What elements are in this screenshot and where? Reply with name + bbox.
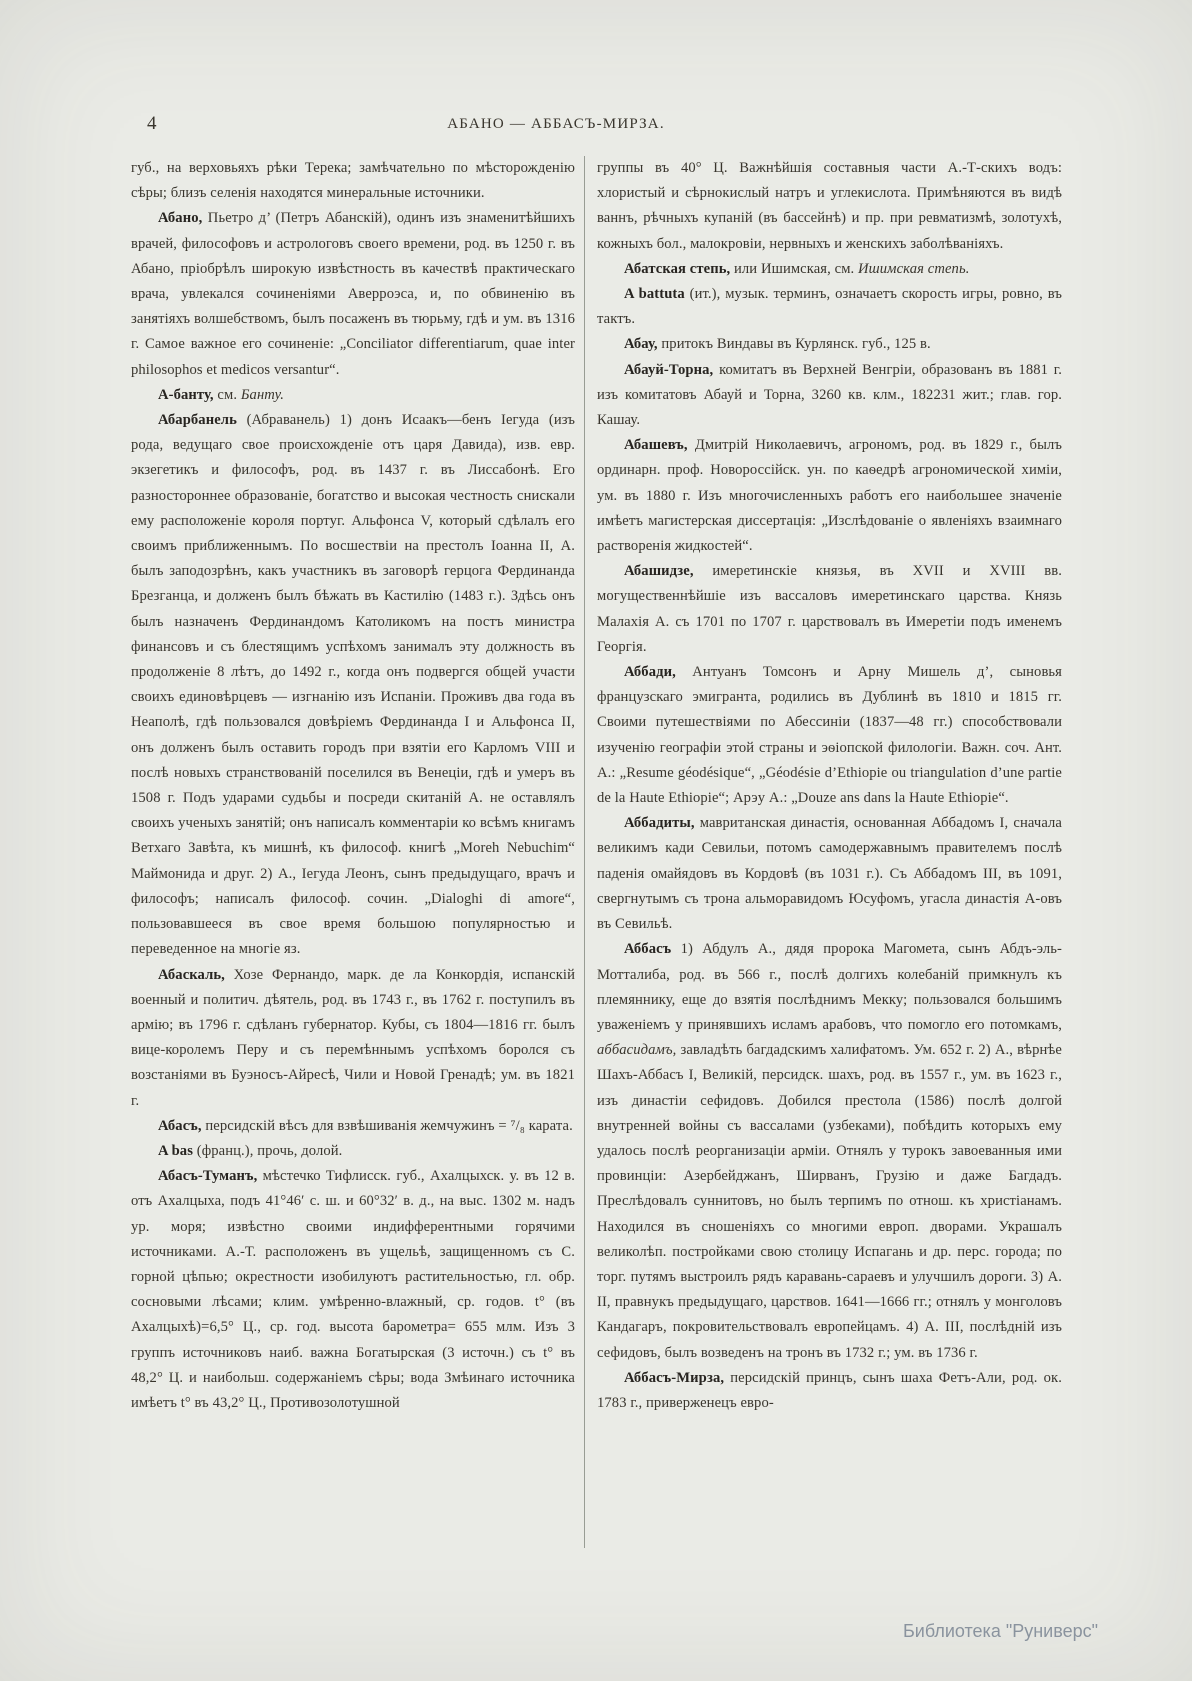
entry-text: (ит.), музык. терминъ, означаетъ скорость игры, ровно, въ тактъ.: [597, 286, 1062, 328]
entry-headword: Аббади,: [624, 664, 676, 681]
dictionary-entry: [597, 937, 1062, 1365]
entry-text: Дмитрій Николаевичъ, агрономъ, род. въ 1829 г., былъ ординарн. проф. Новороссійск. ун. по каѳедрѣ агрономической химіи, ум. въ 1880 г. Изъ многочисленныхъ работъ его наибольшее значеніе имѣетъ магистерская диссертація: „Изслѣдованіе о явленіяхъ взаимнаго растворенія жидкостей“.: [597, 437, 1062, 555]
entry-text: имеретинскіе князья, въ XVII и XVIII вв. могущественнѣйшіе изъ вассаловъ имеретинскаго царства. Князь Малахія А. съ 1701 по 1707 г. царствовалъ въ Имеретіи подъ именемъ Георгія.: [597, 563, 1062, 655]
entry-reference: аббасидамъ,: [597, 1042, 677, 1059]
entry-headword: Абауй-Торна,: [624, 361, 714, 378]
entry-headword: A bas: [158, 1142, 193, 1159]
entry-text: группы въ 40° Ц. Важнѣйшія составныя части А.-Т-скихъ водъ: хлористый и сѣрнокислый натръ и углекислота. Примѣняются въ видѣ ваннъ, рѣчныхъ купаній (въ бассейнѣ) и пр. при ревматизмѣ, золотухѣ, кожныхъ бол., малокровіи, нервныхъ и женскихъ заболѣваніяхъ.: [597, 160, 1062, 252]
entry-text: мѣстечко Тифлисск. губ., Ахалцыхск. у. въ 12 в. отъ Ахалцыха, подъ 41°46′ с. ш. и 60°32′ в. д., на выс. 1302 м. надъ ур. моря; извѣстно своими индифферентными горячими источниками. А.-Т. расположенъ въ ущельѣ, защищенномъ съ С. горной цѣпью; окрестности изобилуютъ растительностью, гл. обр. сосновыми лѣсами; клим. умѣренно-влажный, ср. годов. t° (въ Ахалцыхѣ)=6,5° Ц., ср. год. высота барометра= 655 млм. Изъ 3 группъ источниковъ наиб. важна Богатырская (3 источн.) съ t° въ 48,2° Ц. и наибольш. содержаніемъ сѣры; вода Змѣинаго источника имѣетъ t° въ 43,2° Ц., Противозолотушной: [131, 1168, 575, 1411]
dictionary-entry: [597, 811, 1062, 937]
dictionary-entry: [597, 660, 1062, 811]
entry-text: персидскій принцъ, сынъ шаха Фетъ-Али, род. ок. 1783 г., приверженецъ евро-: [597, 1369, 1062, 1411]
entry-text: Хозе Фернандо, марк. де ла Конкордія, испанскій военный и политич. дѣятель, род. въ 1743 г., въ 1762 г. поступилъ въ армію; въ 1796 г. сдѣланъ губернатор. Кубы, съ 1804—1816 гг. былъ вице-королемъ Перу и съ перемѣннымъ успѣхомъ боролся съ возстаніями въ Буэносъ-Айресѣ, Чили и Новой Гренадѣ; ум. въ 1821 г.: [131, 966, 575, 1109]
dictionary-entry: [597, 1366, 1062, 1416]
left-column: [131, 156, 575, 1550]
entry-headword: Абано,: [158, 210, 203, 227]
dictionary-entry: [131, 383, 575, 408]
dictionary-entry: [597, 282, 1062, 332]
entry-headword: Абарбанель: [158, 412, 237, 429]
library-watermark: Библиотека "Руниверс": [902, 1621, 1098, 1641]
entry-headword: Абаскаль,: [158, 966, 225, 983]
entry-text: 1) Абдулъ А., дядя пророка Магомета, сынъ Абдъ-эль-Мотталиба, род. въ 566 г., послѣ долгихъ колебаній примкнулъ къ племяннику, еще до взятія послѣднимъ Мекку; пользовался большимъ уваженіемъ у принявшихъ исламъ арабовъ, что помогло его потомкамъ,: [597, 941, 1062, 1033]
entry-headword: Абатская степь,: [624, 260, 731, 277]
entry-reference: Банту.: [240, 386, 284, 403]
entry-headword: Аббасъ-Мирза,: [624, 1369, 725, 1386]
entry-text: персидскій вѣсъ для взвѣшиванія жемчужинъ = ⁷/₈ карата.: [201, 1117, 573, 1134]
dictionary-entry: [597, 332, 1062, 357]
entry-headword: Абашевъ,: [624, 437, 688, 454]
entry-text: (франц.), прочь, долой.: [192, 1142, 343, 1159]
entry-reference: Ишимская степь.: [858, 260, 970, 277]
entry-text: мавританская династія, основанная Аббадомъ I, сначала великимъ кади Севильи, потомъ самодержавнымъ правителемъ послѣ паденія омайядовъ въ Кордовѣ (въ 1031 г.). Съ Аббадомъ III, въ 1091, свергнутымъ съ трона альморавидомъ Юсуфомъ, угасла династія А-овъ въ Севильѣ.: [597, 815, 1062, 933]
entry-text: губ., на верховьяхъ рѣки Терека; замѣчательно по мѣсторожденію сѣры; близъ селенія находятся минеральные источники.: [131, 160, 575, 202]
entry-headword: Аббадиты,: [624, 815, 695, 832]
right-column: [597, 156, 1062, 1550]
entry-text: комитатъ въ Верхней Венгріи, образованъ въ 1881 г. изъ комитатовъ Абауй и Торна, 3260 кв. клм., 182231 жит.; глав. гор. Кашау.: [597, 361, 1062, 429]
column-divider: [584, 156, 585, 1548]
continuation-paragraph: [597, 156, 1062, 257]
dictionary-entry: [131, 1139, 575, 1164]
dictionary-entry: [597, 257, 1062, 282]
dictionary-entry: [131, 206, 575, 382]
entry-text: см.: [213, 386, 241, 403]
dictionary-entry: [131, 1164, 575, 1416]
entry-headword: А-банту,: [158, 386, 214, 403]
dictionary-entry: [131, 1114, 575, 1139]
entry-text: завладѣть багдадскимъ халифатомъ. Ум. 652 г. 2) А., вѣрнѣе Шахъ-Аббасъ I, Великій, персидск. шахъ, род. въ 1557 г., ум. въ 1623 г., изъ династіи сефидовъ. Добился престола (1586) послѣ долгой внутренней войны съ вассалами (узбеками), побѣдить которыхъ ему удалось послѣ реорганизаціи арміи. Отнялъ у турокъ завоеванныя ими провинціи: Азербейджанъ, Ширванъ, Грузію и даже Багдадъ. Преслѣдовалъ суннитовъ, но былъ терпимъ по отнош. къ христіанамъ. Находился въ сношеніяхъ со многими европ. дворами. Украшалъ великолѣп. постройками свою столицу Испагань и др. перс. города; по торг. путямъ выстроилъ рядъ каравань-сараевъ и улучшилъ дороги. 3) А. II, правнукъ предыдущаго, царствов. 1641—1666 гг.; отнялъ у монголовъ Кандагаръ, покровительствовалъ европейцамъ. 4) А. III, послѣдній изъ сефидовъ, былъ возведенъ на тронъ въ 1732 г.; ум. въ 1736 г.: [597, 1042, 1062, 1361]
entry-headword: Аббасъ: [624, 941, 672, 958]
dictionary-entry: [597, 433, 1062, 559]
dictionary-entry: [597, 559, 1062, 660]
entry-headword: Абау,: [624, 336, 658, 353]
running-header: АБАНО — АББАСЪ-МИРЗА.: [447, 116, 665, 132]
entry-headword: Абашидзе,: [624, 563, 694, 580]
entry-text: Антуанъ Томсонъ и Арну Мишель д’, сыновья французскаго эмигранта, родились въ Дублинѣ въ 1810 и 1815 гг. Своими путешествіями по Абессиніи (1837—48 гг.) способствовали изученію географіи этой страны и эѳіопской филологіи. Важн. соч. Ант. А.: „Resume géodésique“, „Géodésie d’Ethiopie ou triangulation d’une partie de la Haute Ethiopie“; Арэу А.: „Douze ans dans la Haute Ethiopie“.: [597, 664, 1062, 807]
dictionary-entry: [131, 408, 575, 962]
page-number: 4: [147, 113, 157, 134]
entry-text: (Абраванель) 1) донъ Исаакъ—бенъ Іегуда (изъ рода, ведущаго свое происхожденіе отъ царя Давида), изв. евр. экзегетикъ и философъ, род. въ 1437 г. въ Лиссабонѣ. Его разностороннее образованіе, богатство и высокая честность снискали ему расположеніе короля португ. Альфонса V, который сдѣлалъ его своимъ приближеннымъ. По восшествіи на престолъ Іоанна II, А. былъ заподозрѣнъ, какъ участникъ въ заговорѣ герцога Фердинанда Брезганца, и долженъ былъ бѣжать въ Кастилію (1483 г.). Здѣсь онъ былъ назначенъ Фердинандомъ Католикомъ на постъ министра финансовъ и съ блестящимъ успѣхомъ занималъ эту должность въ продолженіе 8 лѣтъ, до 1492 г., когда онъ подвергся общей участи своихъ единовѣрцевъ — изгнанію изъ Испаніи. Проживъ два года въ Неаполѣ, гдѣ пользовался довѣріемъ Фердинанда I и Альфонса II, онъ долженъ былъ оставить городъ при взятіи его Карломъ VIII и послѣ новыхъ странствованій поселился въ Венеціи, гдѣ и умеръ въ 1508 г. Подъ ударами судьбы и посреди скитаній А. не оставлялъ своихъ ученыхъ занятій; онъ написалъ комментаріи ко всѣмъ книгамъ Ветхаго Завѣта, къ мишнѣ, къ философ. книгѣ „Moreh Nebuchim“ Маймонида и друг. 2) А., Іегуда Леонъ, сынъ предыдущаго, врачъ и философъ; написалъ философ. сочин. „Dialoghi di amore“, пользовавшееся въ свое время большою популярностью и переведенное на многіе яз.: [131, 412, 575, 958]
continuation-paragraph: [131, 156, 575, 206]
entry-text: притокъ Виндавы въ Курлянск. губ., 125 в.: [657, 336, 931, 353]
entry-text: или Ишимская, см.: [730, 260, 859, 277]
dictionary-entry: [597, 358, 1062, 434]
entry-headword: A battuta: [624, 286, 685, 303]
entry-headword: Абасъ-Туманъ,: [158, 1168, 258, 1185]
dictionary-entry: [131, 963, 575, 1114]
entry-headword: Абасъ,: [158, 1117, 202, 1134]
entry-text: Пьетро д’ (Петръ Абанскій), одинъ изъ знаменитѣйшихъ врачей, философовъ и астрологовъ своего времени, род. въ 1250 г. въ Абано, пріобрѣлъ широкую извѣстность въ качествѣ практическаго врача, увлекался сочиненіями Аверроэса, и, по обвиненію въ занятіяхъ волшебствомъ, былъ посаженъ въ тюрьму, гдѣ и ум. въ 1316 г. Самое важное его сочиненіе: „Conciliator differentiarum, quae inter philosophos et medicos versantur“.: [131, 210, 575, 378]
